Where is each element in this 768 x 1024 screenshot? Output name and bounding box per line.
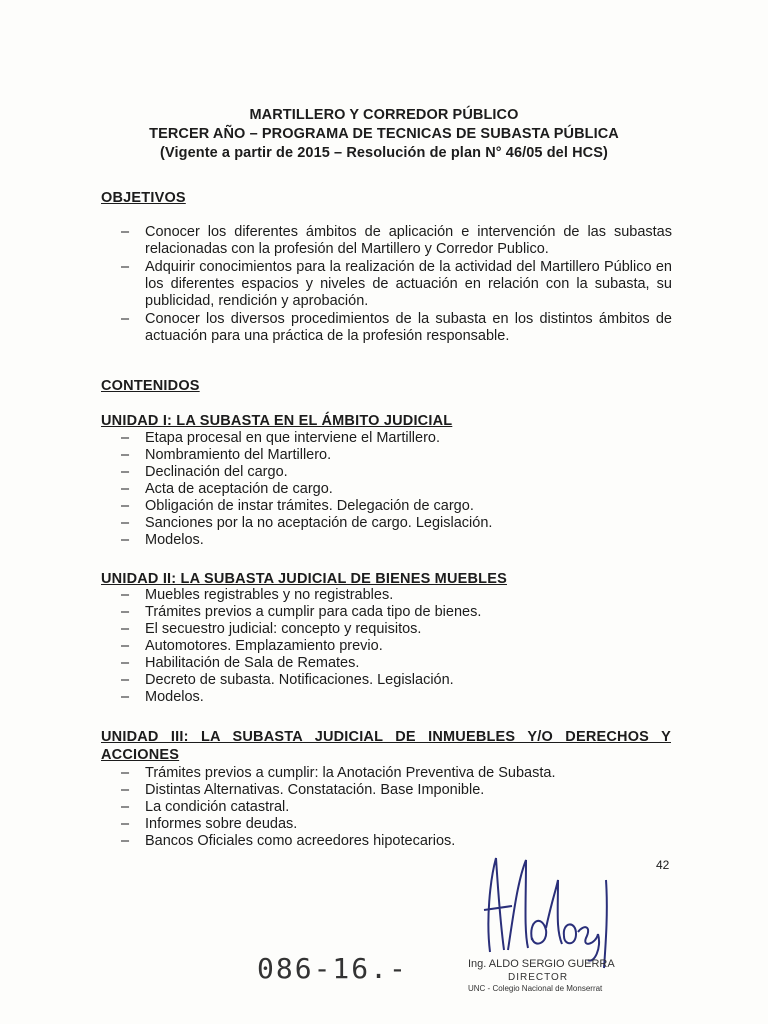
unit-1-title: UNIDAD I: LA SUBASTA EN EL ÁMBITO JUDICIAL: [101, 413, 453, 429]
header-line-3: (Vigente a partir de 2015 – Resolución de plan N° 46/05 del HCS): [160, 145, 608, 161]
page-number: 42: [656, 858, 670, 872]
header-line-2: TERCER AÑO – PROGRAMA DE TECNICAS DE SUBASTA PÚBLICA: [149, 126, 619, 142]
list-item: – Informes sobre deudas.: [121, 816, 298, 832]
contenidos-heading: CONTENIDOS: [101, 378, 200, 394]
list-item: – Bancos Oficiales como acreedores hipotecarios.: [121, 833, 456, 849]
handwritten-signature: [468, 840, 628, 970]
signatory-role: DIRECTOR: [508, 972, 569, 983]
dash-bullet: –: [121, 311, 130, 327]
unit-2-list: [121, 587, 665, 706]
unit-3-title: UNIDAD III: LA SUBASTA JUDICIAL DE INMUEBLES Y/O DERECHOS Y ACCIONES: [101, 729, 671, 763]
list-item: – Nombramiento del Martillero.: [121, 447, 332, 463]
list-item: – Declinación del cargo.: [121, 464, 288, 480]
list-item: – La condición catastral.: [121, 799, 290, 815]
list-item: – Modelos.: [121, 532, 204, 548]
list-item: – Sanciones por la no aceptación de cargo. Legislación.: [121, 515, 493, 531]
signatory-institution: UNC - Colegio Nacional de Monserrat: [468, 984, 603, 993]
list-item: – Trámites previos a cumplir: la Anotación Preventiva de Subasta.: [121, 765, 556, 781]
list-item: – Automotores. Emplazamiento previo.: [121, 638, 383, 654]
list-item: – Conocer los diferentes ámbitos de aplicación e intervención de las subastas relacionadas con la profesión del Martillero y Corredor Publico.: [121, 224, 672, 257]
dash-bullet: –: [121, 259, 130, 275]
unit-3-list: [121, 765, 665, 850]
list-item: – Trámites previos a cumplir para cada tipo de bienes.: [121, 604, 482, 620]
list-item: – Etapa procesal en que interviene el Martillero.: [121, 430, 440, 446]
list-item: – El secuestro judicial: concepto y requisitos.: [121, 621, 422, 637]
list-item: – Distintas Alternativas. Constatación. Base Imponible.: [121, 782, 485, 798]
list-item: – Obligación de instar trámites. Delegación de cargo.: [121, 498, 474, 514]
list-item: – Habilitación de Sala de Remates.: [121, 655, 360, 671]
list-item: – Modelos.: [121, 689, 204, 705]
signatory-name: Ing. ALDO SERGIO GUERRA: [468, 958, 615, 970]
dash-bullet: –: [121, 224, 130, 240]
header-line-1: MARTILLERO Y CORREDOR PÚBLICO: [249, 107, 519, 123]
list-item: – Decreto de subasta. Notificaciones. Legislación.: [121, 672, 454, 688]
list-item: – Muebles registrables y no registrables.: [121, 587, 394, 603]
objetivos-heading: OBJETIVOS: [101, 190, 186, 206]
document-header: [0, 106, 768, 163]
unit-2-title: UNIDAD II: LA SUBASTA JUDICIAL DE BIENES MUEBLES: [101, 571, 507, 587]
stamp-number: 086-16.-: [257, 952, 408, 985]
list-item: – Adquirir conocimientos para la realización de la actividad del Martillero Público en los diferentes espacios y niveles de actuación en relación con la subasta, su publicidad, rendición y aprobación.: [121, 259, 672, 309]
list-item: – Conocer los diversos procedimientos de la subasta en los distintos ámbitos de actuación para una práctica de la profesión responsable.: [121, 311, 672, 344]
list-item: – Acta de aceptación de cargo.: [121, 481, 333, 497]
objetivos-list: [121, 224, 672, 346]
unit-1-list: [121, 430, 665, 549]
